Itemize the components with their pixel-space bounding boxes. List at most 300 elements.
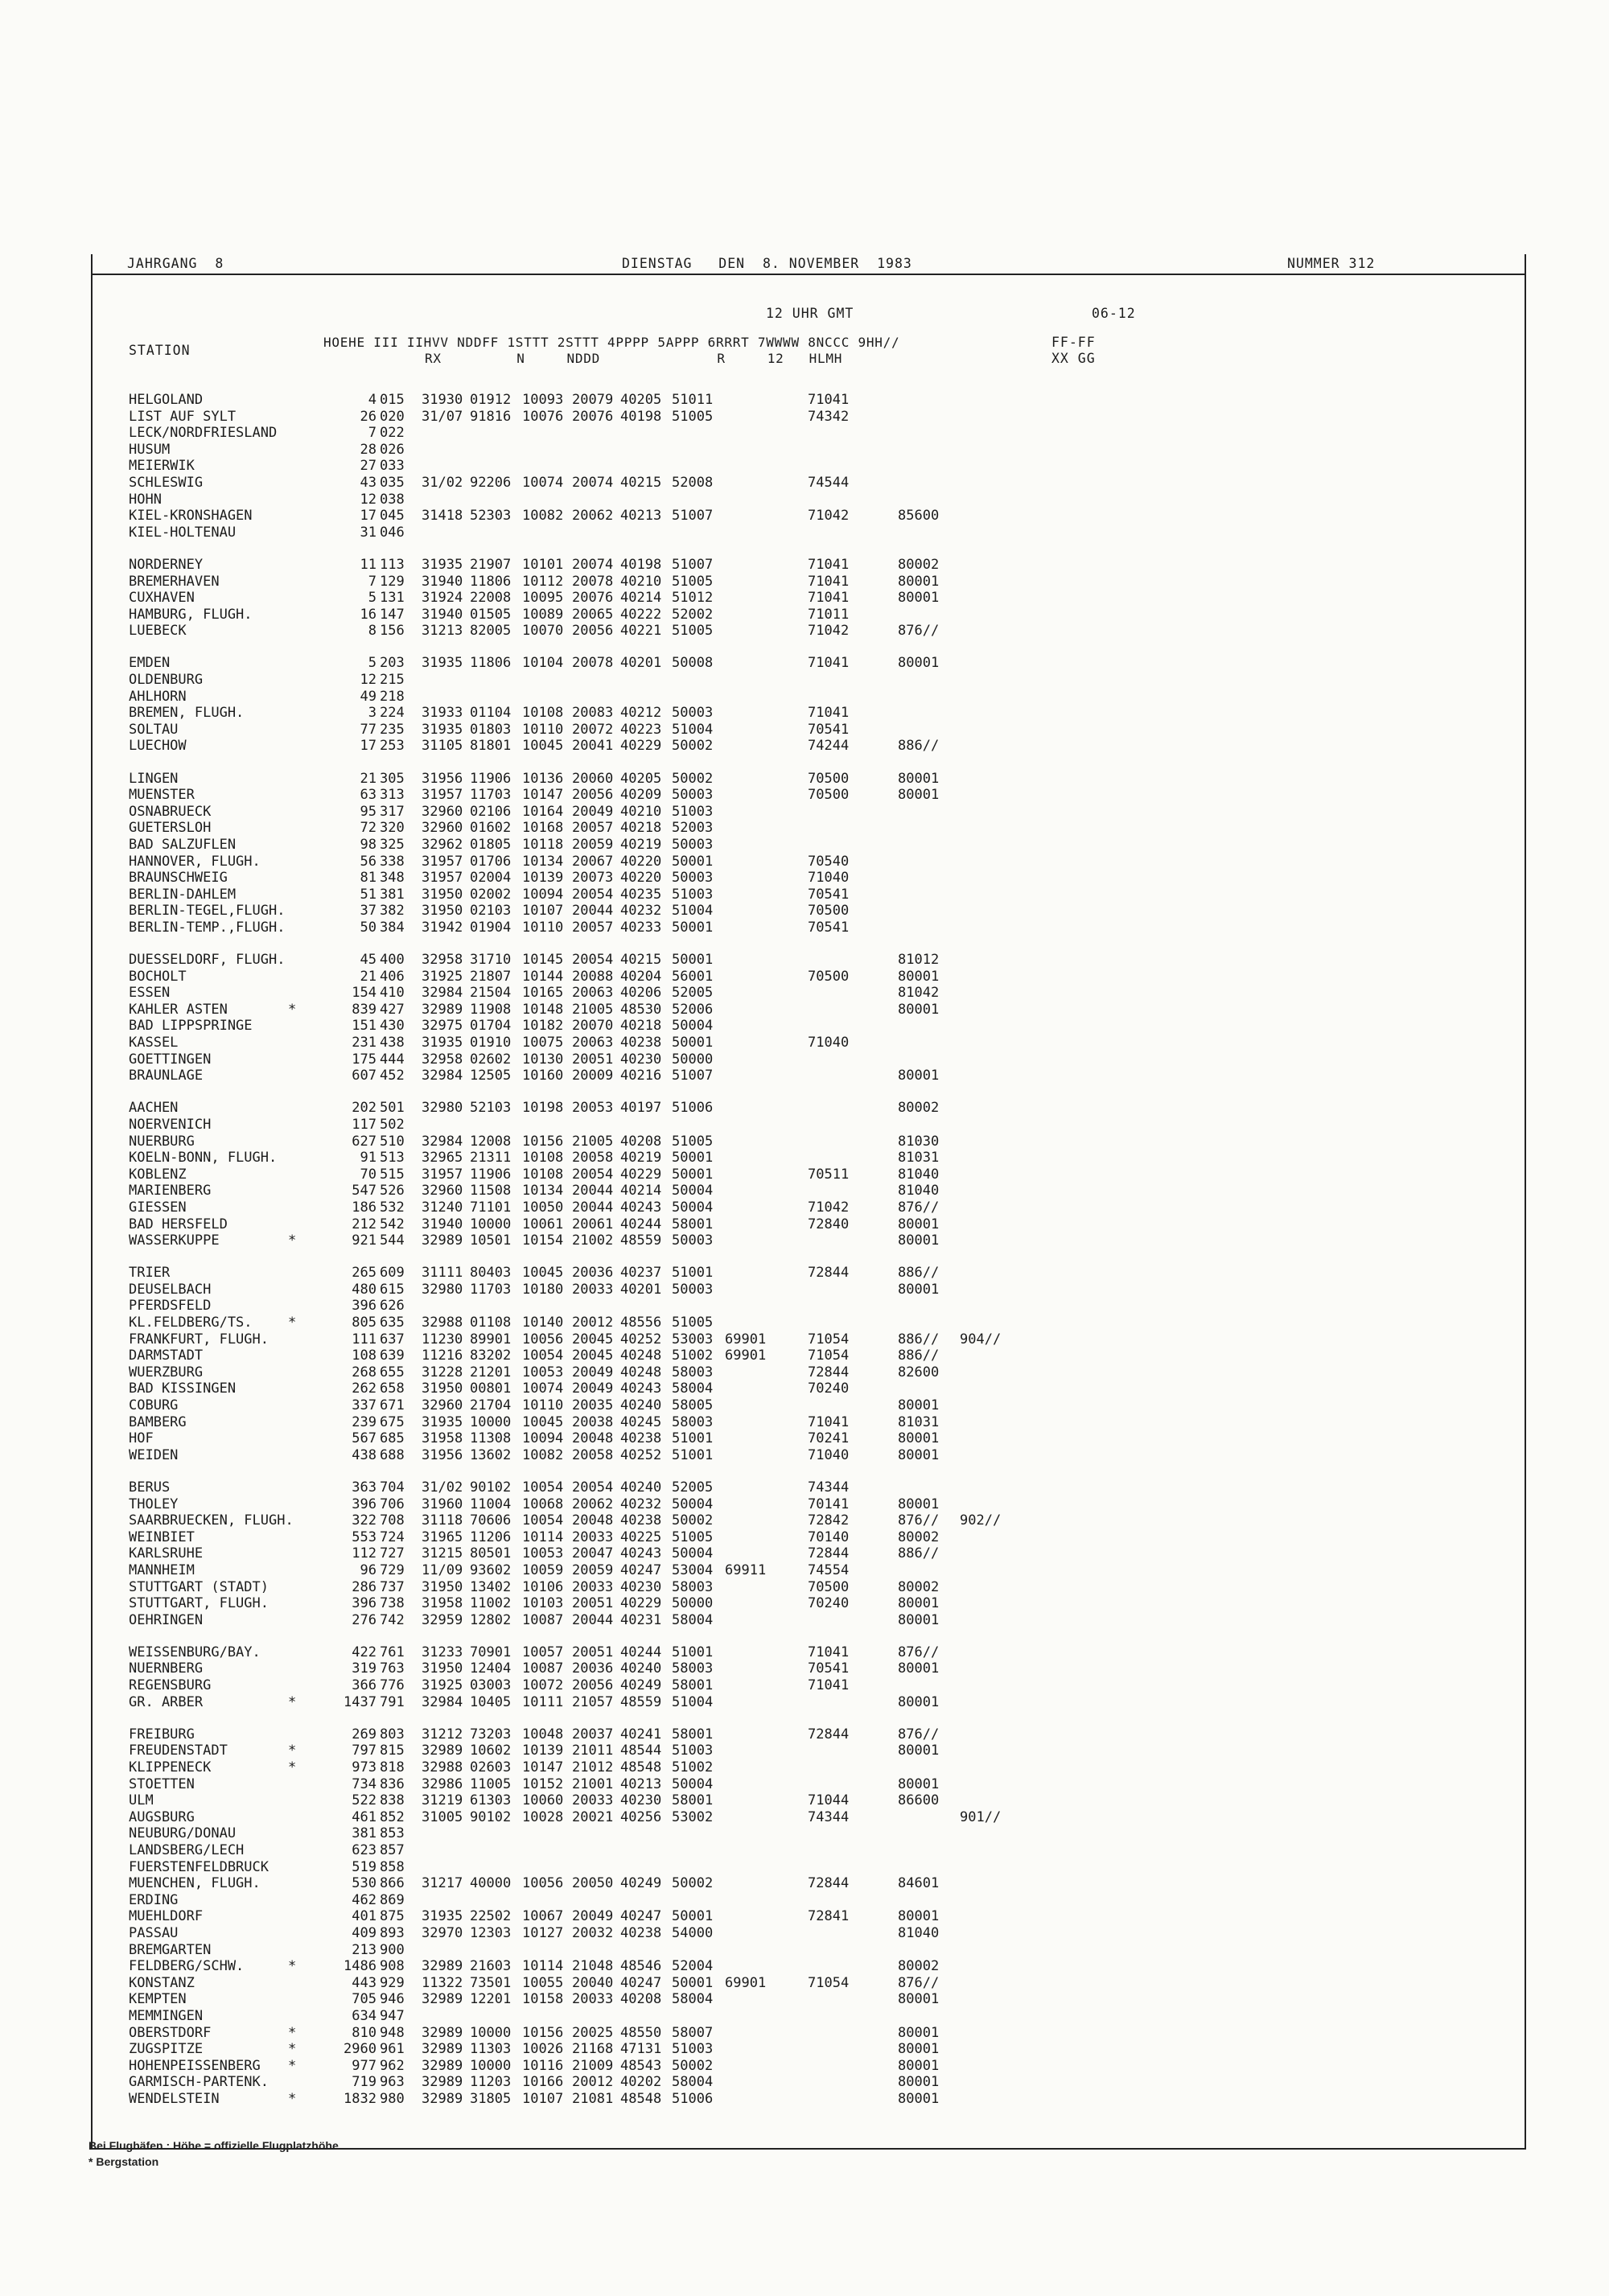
- cell-nddff: 12303: [470, 1924, 512, 1941]
- cell-rrrt6: 69901: [725, 1331, 767, 1348]
- cell-nddff: 21603: [470, 1958, 512, 1975]
- cell-iii: 946: [380, 1991, 405, 2008]
- cell-sttt1: 10118: [522, 836, 564, 853]
- cell-sttt2: 20049: [572, 803, 614, 820]
- footnote-airports: Bei Flughäfen : Höhe = offizielle Flugplatzhöhe: [88, 2139, 339, 2152]
- cell-sttt1: 10053: [522, 1545, 564, 1562]
- cell-sttt1: 10050: [522, 1199, 564, 1216]
- cell-appp5: 58007: [672, 2024, 714, 2041]
- cell-appp5: 50008: [672, 655, 714, 672]
- cell-hoehe: 921: [352, 1232, 377, 1249]
- cell-hoehe: 81: [360, 870, 377, 887]
- cell-pppp4: 40231: [620, 1611, 662, 1628]
- cell-iii: 671: [380, 1397, 405, 1413]
- station-row: [0, 1150, 1609, 1166]
- cell-hoehe: 634: [352, 2007, 377, 2024]
- cell-nddff: 80403: [470, 1265, 512, 1282]
- station-row: [0, 787, 1609, 803]
- cell-appp5: 52008: [672, 475, 714, 491]
- cell-appp5: 52004: [672, 1958, 714, 1975]
- cell-sttt1: 10134: [522, 853, 564, 870]
- cell-hoehe: 797: [352, 1743, 377, 1759]
- cell-sttt2: 21005: [572, 1133, 614, 1150]
- cell-sttt2: 20076: [572, 590, 614, 607]
- cell-sttt2: 21081: [572, 2090, 614, 2107]
- cell-pppp4: 40240: [620, 1660, 662, 1677]
- cell-pppp4: 40215: [620, 952, 662, 968]
- cell-appp5: 50001: [672, 1150, 714, 1167]
- station-row: [0, 722, 1609, 738]
- cell-iihvv: 32960: [422, 1397, 463, 1413]
- cell-nccc8: 876//: [898, 1512, 940, 1529]
- cell-wwww7: 71054: [808, 1331, 850, 1348]
- cell-appp5: 51004: [672, 1693, 714, 1710]
- cell-iihvv: 31219: [422, 1792, 463, 1809]
- station-row: [0, 887, 1609, 903]
- cell-iii: 761: [380, 1644, 405, 1660]
- station-row: [0, 1397, 1609, 1413]
- cell-nddff: 89901: [470, 1331, 512, 1348]
- cell-nddff: 10000: [470, 2057, 512, 2074]
- code-column-headers: HOEHE III IIHVV NDDFF 1STTT 2STTT 4PPPP 5APPP 6RRRT 7WWWW 8NCCC 9HH//: [323, 335, 900, 350]
- cell-iii: 815: [380, 1743, 405, 1759]
- cell-appp5: 50004: [672, 1545, 714, 1562]
- cell-sttt2: 20065: [572, 606, 614, 623]
- cell-pppp4: 40218: [620, 1018, 662, 1035]
- cell-appp5: 51001: [672, 1265, 714, 1282]
- station-row: [0, 2025, 1609, 2041]
- cell-nddff: 01803: [470, 721, 512, 738]
- cell-sttt2: 20044: [572, 1183, 614, 1199]
- cell-nddff: 61303: [470, 1792, 512, 1809]
- station-row: [0, 1282, 1609, 1298]
- cell-wwww7: 70141: [808, 1496, 850, 1512]
- cell-sttt1: 10075: [522, 1035, 564, 1051]
- cell-appp5: 50002: [672, 1875, 714, 1892]
- cell-nddff: 11908: [470, 1001, 512, 1018]
- cell-nddff: 90102: [470, 1479, 512, 1496]
- cell-pppp4: 48556: [620, 1315, 662, 1331]
- station-row: [0, 804, 1609, 820]
- cell-pppp4: 48559: [620, 1693, 662, 1710]
- station-row: [0, 1991, 1609, 2007]
- cell-hh9: 902//: [960, 1512, 1002, 1529]
- cell-nddff: 73203: [470, 1726, 512, 1743]
- cell-sttt2: 20036: [572, 1660, 614, 1677]
- cell-mark: *: [288, 1001, 297, 1018]
- cell-hoehe: 70: [360, 1166, 377, 1183]
- cell-nddff: 02602: [470, 1051, 512, 1068]
- cell-sttt1: 10053: [522, 1364, 564, 1380]
- station-row: [0, 1743, 1609, 1759]
- cell-sttt2: 20044: [572, 1611, 614, 1628]
- cell-wwww7: 70541: [808, 919, 850, 936]
- cell-nddff: 10501: [470, 1232, 512, 1249]
- station-name: GOETTINGEN: [129, 1051, 212, 1068]
- cell-wwww7: 71040: [808, 870, 850, 887]
- station-row: [0, 1117, 1609, 1133]
- cell-sttt2: 20059: [572, 1562, 614, 1578]
- cell-appp5: 58001: [672, 1677, 714, 1693]
- cell-pppp4: 40202: [620, 2074, 662, 2091]
- cell-wwww7: 71042: [808, 1199, 850, 1216]
- cell-appp5: 53002: [672, 1808, 714, 1825]
- cell-appp5: 52005: [672, 1479, 714, 1496]
- station-row: [0, 1414, 1609, 1430]
- cell-wwww7: 72842: [808, 1512, 850, 1529]
- cell-appp5: 58004: [672, 1380, 714, 1397]
- cell-wwww7: 71041: [808, 556, 850, 573]
- cell-sttt1: 10160: [522, 1068, 564, 1084]
- cell-iihvv: 31957: [422, 870, 463, 887]
- cell-iihvv: 31942: [422, 919, 463, 936]
- cell-nddff: 21807: [470, 968, 512, 985]
- station-row: [0, 820, 1609, 836]
- cell-sttt2: 20035: [572, 1397, 614, 1413]
- cell-nccc8: 80001: [898, 1001, 940, 1018]
- cell-pppp4: 40201: [620, 1281, 662, 1298]
- cell-hoehe: 977: [352, 2057, 377, 2074]
- cell-sttt2: 20056: [572, 623, 614, 640]
- cell-iii: 737: [380, 1578, 405, 1595]
- cell-nddff: 21907: [470, 556, 512, 573]
- cell-sttt1: 10067: [522, 1908, 564, 1925]
- cell-appp5: 58001: [672, 1726, 714, 1743]
- cell-sttt2: 20033: [572, 1281, 614, 1298]
- cell-pppp4: 40218: [620, 820, 662, 837]
- cell-iii: 836: [380, 1775, 405, 1792]
- cell-nccc8: 80001: [898, 1496, 940, 1512]
- cell-sttt1: 10087: [522, 1660, 564, 1677]
- cell-nccc8: 86600: [898, 1792, 940, 1809]
- cell-wwww7: 72844: [808, 1364, 850, 1380]
- cell-iii: 803: [380, 1726, 405, 1743]
- cell-nccc8: 80001: [898, 1397, 940, 1413]
- cell-hoehe: 96: [360, 1562, 377, 1578]
- cell-sttt2: 20056: [572, 1677, 614, 1693]
- station-row: [0, 1364, 1609, 1380]
- station-name: GARMISCH-PARTENK.: [129, 2074, 269, 2091]
- cell-pppp4: 40238: [620, 1035, 662, 1051]
- cell-iihvv: 11322: [422, 1974, 463, 1991]
- cell-appp5: 51001: [672, 1446, 714, 1463]
- cell-iii: 348: [380, 870, 405, 887]
- cell-wwww7: 74344: [808, 1479, 850, 1496]
- cell-iihvv: 31935: [422, 1035, 463, 1051]
- cell-appp5: 52003: [672, 820, 714, 837]
- cell-hoehe: 112: [352, 1545, 377, 1562]
- cell-iii: 381: [380, 886, 405, 903]
- cell-pppp4: 40238: [620, 1430, 662, 1447]
- cell-nccc8: 80001: [898, 2041, 940, 2058]
- cell-wwww7: 71040: [808, 1446, 850, 1463]
- cell-mark: *: [288, 1759, 297, 1775]
- cell-hoehe: 63: [360, 787, 377, 804]
- cell-sttt1: 10114: [522, 1958, 564, 1975]
- cell-pppp4: 40219: [620, 836, 662, 853]
- cell-appp5: 51002: [672, 1348, 714, 1364]
- cell-appp5: 52005: [672, 985, 714, 1002]
- cell-nddff: 93602: [470, 1562, 512, 1578]
- cell-iihvv: 31958: [422, 1430, 463, 1447]
- cell-iii: 035: [380, 475, 405, 491]
- cell-iihvv: 32984: [422, 1693, 463, 1710]
- cell-pppp4: 40232: [620, 1496, 662, 1512]
- station-row: [0, 1298, 1609, 1314]
- cell-iii: 131: [380, 590, 405, 607]
- cell-iihvv: 32960: [422, 803, 463, 820]
- cell-nccc8: 85600: [898, 508, 940, 525]
- cell-nddff: 21311: [470, 1150, 512, 1167]
- cell-sttt2: 20083: [572, 705, 614, 722]
- cell-sttt1: 10110: [522, 919, 564, 936]
- cell-pppp4: 48550: [620, 2024, 662, 2041]
- station-name: WEIDEN: [129, 1446, 179, 1463]
- cell-sttt1: 10089: [522, 606, 564, 623]
- station-row: [0, 1447, 1609, 1463]
- station-row: [0, 1035, 1609, 1051]
- station-name: OBERSTDORF: [129, 2024, 212, 2041]
- cell-sttt1: 10048: [522, 1726, 564, 1743]
- cell-iihvv: 31935: [422, 1413, 463, 1430]
- cell-nddff: 91816: [470, 408, 512, 425]
- cell-iii: 045: [380, 508, 405, 525]
- cell-sttt2: 20047: [572, 1545, 614, 1562]
- cell-sttt1: 10070: [522, 623, 564, 640]
- station-name: BRAUNSCHWEIG: [129, 870, 228, 887]
- station-name: OSNABRUECK: [129, 803, 212, 820]
- cell-iihvv: 32986: [422, 1775, 463, 1792]
- cell-hoehe: 5: [368, 655, 377, 672]
- cell-nccc8: 80001: [898, 2090, 940, 2107]
- cell-iii: 384: [380, 919, 405, 936]
- station-name: HANNOVER, FLUGH.: [129, 853, 261, 870]
- station-row: [0, 1644, 1609, 1660]
- cell-hoehe: 186: [352, 1199, 377, 1216]
- station-row: [0, 1529, 1609, 1545]
- station-row: [0, 1792, 1609, 1808]
- cell-nddff: 40000: [470, 1875, 512, 1892]
- cell-sttt2: 20033: [572, 1991, 614, 2008]
- cell-iihvv: 32989: [422, 1001, 463, 1018]
- cell-pppp4: 40252: [620, 1446, 662, 1463]
- cell-iihvv: 32980: [422, 1100, 463, 1117]
- cell-nccc8: 80001: [898, 1281, 940, 1298]
- cell-wwww7: 71041: [808, 705, 850, 722]
- cell-iii: 639: [380, 1348, 405, 1364]
- cell-nccc8: 80001: [898, 1991, 940, 2008]
- cell-iihvv: 31935: [422, 655, 463, 672]
- cell-hoehe: 522: [352, 1792, 377, 1809]
- cell-iihvv: 31111: [422, 1265, 463, 1282]
- cell-nddff: 11005: [470, 1775, 512, 1792]
- date-label: DIENSTAG DEN 8. NOVEMBER 1983: [622, 256, 912, 271]
- station-name: MUENSTER: [129, 787, 195, 804]
- cell-sttt1: 10074: [522, 475, 564, 491]
- cell-sttt1: 10164: [522, 803, 564, 820]
- cell-nddff: 01706: [470, 853, 512, 870]
- cell-hoehe: 443: [352, 1974, 377, 1991]
- cell-sttt2: 20012: [572, 2074, 614, 2091]
- cell-hoehe: 396: [352, 1298, 377, 1315]
- cell-nddff: 11806: [470, 655, 512, 672]
- cell-sttt2: 20025: [572, 2024, 614, 2041]
- footnote-mountain-station: * Bergstation: [88, 2155, 159, 2168]
- cell-iii: 338: [380, 853, 405, 870]
- cell-pppp4: 40198: [620, 408, 662, 425]
- cell-iihvv: 31956: [422, 770, 463, 787]
- cell-nddff: 81801: [470, 738, 512, 755]
- cell-nddff: 52303: [470, 508, 512, 525]
- cell-sttt1: 10045: [522, 1265, 564, 1282]
- cell-pppp4: 40215: [620, 475, 662, 491]
- cell-hoehe: 117: [352, 1116, 377, 1133]
- cell-sttt2: 20048: [572, 1430, 614, 1447]
- station-row: [0, 1759, 1609, 1775]
- cell-appp5: 50002: [672, 1512, 714, 1529]
- cell-pppp4: 40240: [620, 1397, 662, 1413]
- station-name: BREMERHAVEN: [129, 573, 220, 590]
- station-name: DEUSELBACH: [129, 1281, 212, 1298]
- cell-iihvv: 32989: [422, 2057, 463, 2074]
- cell-iii: 544: [380, 1232, 405, 1249]
- cell-hoehe: 28: [360, 441, 377, 458]
- cell-sttt2: 20078: [572, 573, 614, 590]
- cell-appp5: 50001: [672, 1908, 714, 1925]
- station-row: [0, 442, 1609, 458]
- cell-appp5: 50001: [672, 853, 714, 870]
- cell-sttt2: 21011: [572, 1743, 614, 1759]
- cell-hh9: 904//: [960, 1331, 1002, 1348]
- cell-sttt1: 10108: [522, 1150, 564, 1167]
- cell-iii: 706: [380, 1496, 405, 1512]
- cell-wwww7: 70540: [808, 853, 850, 870]
- cell-appp5: 50004: [672, 1018, 714, 1035]
- cell-sttt2: 20054: [572, 886, 614, 903]
- cell-sttt1: 10156: [522, 2024, 564, 2041]
- station-row: [0, 1199, 1609, 1216]
- cell-pppp4: 40206: [620, 985, 662, 1002]
- cell-nccc8: 876//: [898, 1199, 940, 1216]
- cell-nccc8: 80001: [898, 770, 940, 787]
- station-name: NOERVENICH: [129, 1116, 212, 1133]
- cell-hoehe: 8: [368, 623, 377, 640]
- cell-sttt2: 20060: [572, 770, 614, 787]
- cell-nddff: 11004: [470, 1496, 512, 1512]
- cell-wwww7: 70511: [808, 1166, 850, 1183]
- cell-nccc8: 81042: [898, 985, 940, 1002]
- cell-iihvv: 31965: [422, 1529, 463, 1545]
- station-name: STOETTEN: [129, 1775, 195, 1792]
- cell-iii: 430: [380, 1018, 405, 1035]
- cell-iii: 963: [380, 2074, 405, 2091]
- cell-iii: 948: [380, 2024, 405, 2041]
- cell-appp5: 56001: [672, 968, 714, 985]
- cell-sttt1: 10045: [522, 1413, 564, 1430]
- cell-iii: 325: [380, 836, 405, 853]
- cell-hoehe: 322: [352, 1512, 377, 1529]
- cell-pppp4: 40249: [620, 1875, 662, 1892]
- cell-iii: 980: [380, 2090, 405, 2107]
- station-name: KOELN-BONN, FLUGH.: [129, 1150, 278, 1167]
- station-name: WASSERKUPPE: [129, 1232, 220, 1249]
- cell-pppp4: 40197: [620, 1100, 662, 1117]
- cell-appp5: 50001: [672, 919, 714, 936]
- cell-nddff: 01104: [470, 705, 512, 722]
- cell-pppp4: 40238: [620, 1924, 662, 1941]
- cell-nddff: 21201: [470, 1364, 512, 1380]
- cell-pppp4: 40214: [620, 1183, 662, 1199]
- cell-sttt1: 10054: [522, 1479, 564, 1496]
- cell-hoehe: 567: [352, 1430, 377, 1447]
- cell-pppp4: 40230: [620, 1578, 662, 1595]
- station-name: OEHRINGEN: [129, 1611, 204, 1628]
- cell-sttt2: 20044: [572, 903, 614, 920]
- cell-iii: 724: [380, 1529, 405, 1545]
- cell-hoehe: 623: [352, 1841, 377, 1858]
- cell-iii: 609: [380, 1265, 405, 1282]
- cell-sttt1: 10136: [522, 770, 564, 787]
- cell-iihvv: 32989: [422, 2090, 463, 2107]
- station-name: GUETERSLOH: [129, 820, 212, 837]
- cell-iii: 929: [380, 1974, 405, 1991]
- cell-iii: 729: [380, 1562, 405, 1578]
- cell-sttt2: 20038: [572, 1413, 614, 1430]
- cell-appp5: 50003: [672, 705, 714, 722]
- cell-appp5: 50003: [672, 1232, 714, 1249]
- cell-pppp4: 40249: [620, 1677, 662, 1693]
- station-name: SOLTAU: [129, 721, 179, 738]
- cell-pppp4: 40238: [620, 1512, 662, 1529]
- cell-sttt2: 20067: [572, 853, 614, 870]
- cell-mark: *: [288, 2041, 297, 2058]
- station-name: HELGOLAND: [129, 392, 204, 408]
- station-row: [0, 1958, 1609, 1974]
- cell-iihvv: 32989: [422, 2041, 463, 2058]
- cell-sttt1: 10056: [522, 1331, 564, 1348]
- cell-sttt1: 10144: [522, 968, 564, 985]
- cell-appp5: 51001: [672, 1430, 714, 1447]
- station-name: HAMBURG, FLUGH.: [129, 606, 253, 623]
- cell-wwww7: 70140: [808, 1529, 850, 1545]
- cell-iii: 515: [380, 1166, 405, 1183]
- cell-sttt2: 21057: [572, 1693, 614, 1710]
- cell-hoehe: 17: [360, 508, 377, 525]
- cell-appp5: 50001: [672, 1035, 714, 1051]
- cell-hoehe: 810: [352, 2024, 377, 2041]
- cell-iihvv: 31950: [422, 886, 463, 903]
- cell-nccc8: 80001: [898, 1743, 940, 1759]
- cell-sttt1: 10148: [522, 1001, 564, 1018]
- cell-nccc8: 80001: [898, 1446, 940, 1463]
- station-name: BAD LIPPSPRINGE: [129, 1018, 253, 1035]
- cell-hoehe: 461: [352, 1808, 377, 1825]
- cell-wwww7: 72844: [808, 1875, 850, 1892]
- cell-appp5: 50003: [672, 836, 714, 853]
- cell-nddff: 11002: [470, 1595, 512, 1612]
- cell-iii: 438: [380, 1035, 405, 1051]
- station-name: THOLEY: [129, 1496, 179, 1512]
- station-row: [0, 1018, 1609, 1034]
- cell-sttt1: 10139: [522, 870, 564, 887]
- cell-appp5: 51006: [672, 1100, 714, 1117]
- cell-appp5: 51003: [672, 1743, 714, 1759]
- station-name: BERLIN-TEMP.,FLUGH.: [129, 919, 286, 936]
- station-row: [0, 1100, 1609, 1116]
- cell-sttt1: 10145: [522, 952, 564, 968]
- cell-hoehe: 202: [352, 1100, 377, 1117]
- cell-nccc8: 80001: [898, 1775, 940, 1792]
